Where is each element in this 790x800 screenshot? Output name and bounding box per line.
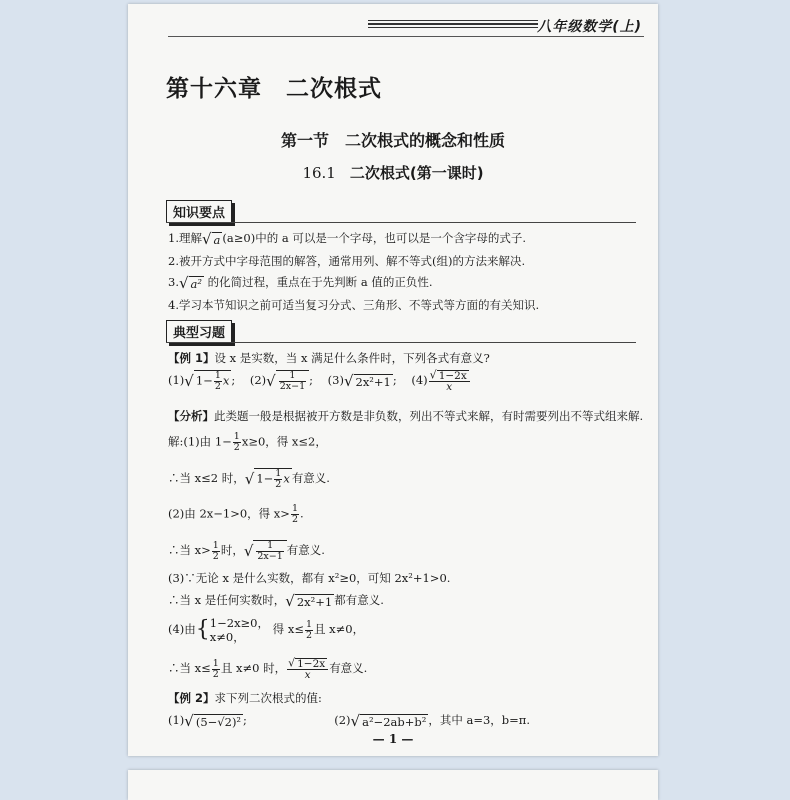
textbook-page — [128, 4, 658, 756]
knowledge-item: 3.√ a² 的化简过程，重点在于先判断 a 值的正负性. — [168, 274, 433, 292]
knowledge-rule — [166, 222, 636, 223]
solution-step-2: ∴当 x≤2 时，√ 1− $\frac{1}{2}$ x 有意义. — [168, 468, 330, 490]
example-1-question: 【例 1】设 x 是实数，当 x 满足什么条件时，下列各式有意义? — [168, 351, 490, 365]
solution-step-3: (2)由 2x−1>0，得 x> $\frac{1}{2}$ . — [168, 503, 304, 525]
example-2-question: 【例 2】求下列二次根式的值: — [168, 691, 322, 705]
lesson-name: 二次根式(第一课时) — [349, 164, 484, 182]
example-1-analysis: 【分析】此类题一般是根据被开方数是非负数，列出不等式来解，有时需要列出不等式组来解. — [168, 409, 644, 423]
knowledge-heading: 知识要点 — [166, 200, 232, 223]
solution-step-5: (3)∵无论 x 是什么实数，都有 x²≥0，可知 2x²+1>0. — [168, 571, 451, 585]
knowledge-item: 2.被开方式中字母范围的解答，通常用列、解不等式(组)的方法来解决. — [168, 254, 526, 268]
lesson-number: 16.1 — [302, 164, 336, 182]
solution-step-1: 解:(1)由 1− $\frac{1}{2}$ x≥0，得 x≤2， — [168, 431, 327, 453]
knowledge-item: 1.理解√ a (a≥0)中的 a 可以是一个字母，也可以是一个含字母的式子. — [168, 230, 527, 248]
next-page-edge — [128, 770, 658, 800]
knowledge-item: 4.学习本节知识之前可适当复习分式、三角形、不等式等方面的有关知识. — [168, 298, 540, 312]
page-number: — 1 — — [372, 732, 414, 746]
section-title: 第一节 二次根式的概念和性质 — [280, 131, 505, 150]
solution-step-8: ∴当 x≤ $\frac{1}{2}$ 且 x≠0 时， $\frac{√ 1-2x}{x}$ 有意义. — [168, 656, 368, 681]
examples-heading: 典型习题 — [166, 320, 232, 343]
lesson-title — [128, 162, 658, 183]
running-title: 八年级数学(上) — [537, 19, 642, 35]
solution-step-4: ∴当 x> $\frac{1}{2}$ 时，√ $\frac{1}{2x-1}$ 有意义. — [168, 539, 325, 562]
header-line — [168, 36, 644, 37]
sqrt-a: √ a — [201, 230, 221, 248]
example-1-parts: (1)√ 1− $\frac{1}{2}$ x ; (2)√ $\frac{1}{2x-1}$ ; (3)√ 2x²+1 ; (4) $\frac{√ 1-2x}{x}$ — [168, 370, 471, 392]
sqrt-a-squared: √ a² — [178, 274, 203, 292]
solution-step-6: ∴当 x 是任何实数时，√ 2x²+1 都有意义. — [168, 592, 384, 610]
examples-rule — [166, 342, 636, 343]
example-2-parts: (1)√ (5−√2)² ; (2)√ a²−2ab+b² ，其中 a=3，b=π. — [168, 712, 531, 730]
header-decorative-rule — [368, 20, 538, 30]
solution-step-7: (4)由{1−2x≥0， x≠0， 得 x≤ $\frac{1}{2}$ 且 x≠0， — [168, 616, 365, 644]
chapter-title: 第十六章 二次根式 — [166, 76, 382, 102]
